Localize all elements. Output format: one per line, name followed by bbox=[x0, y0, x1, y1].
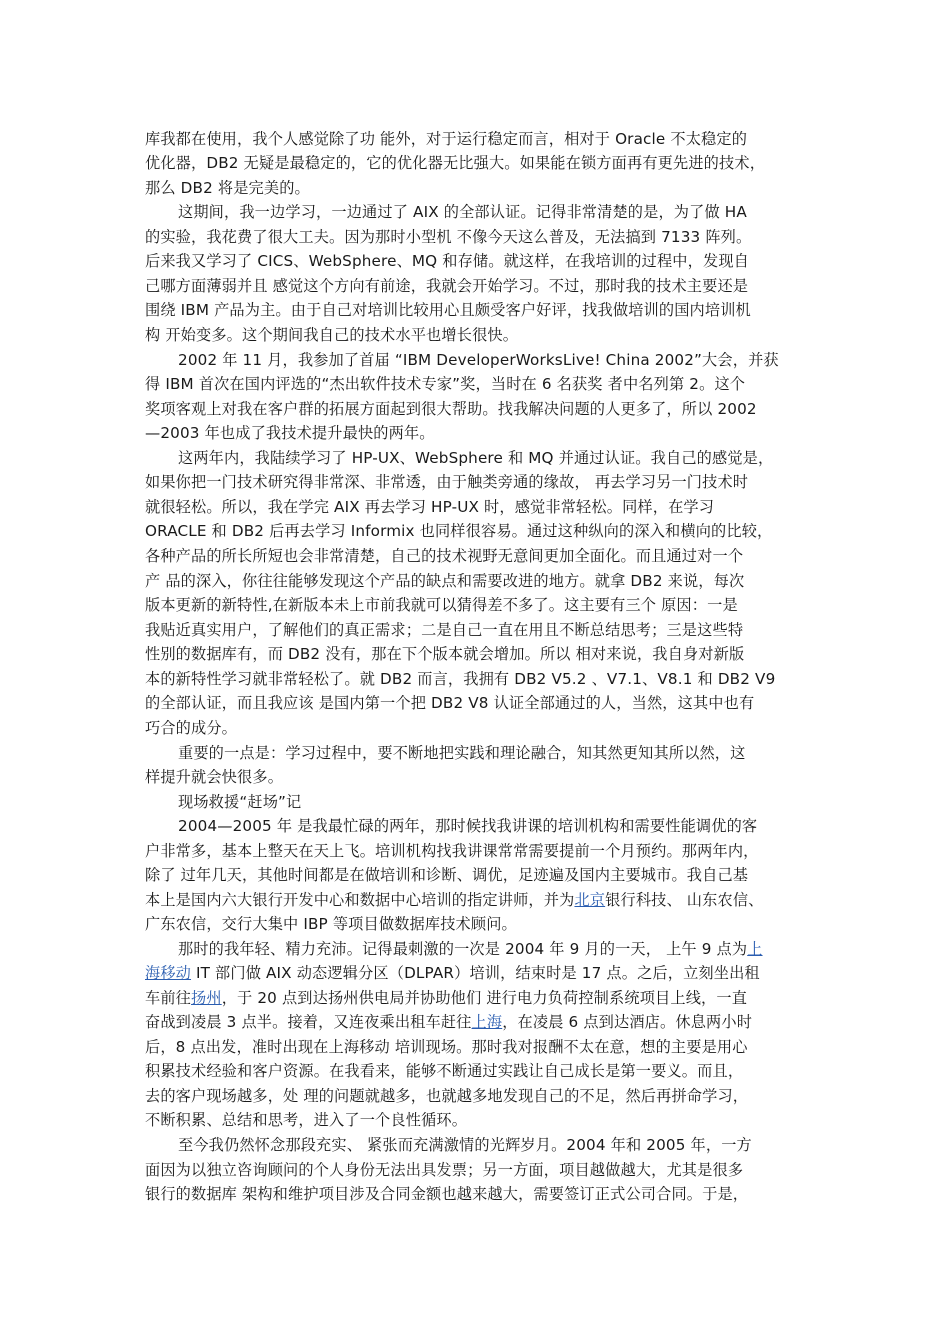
body-text-line bbox=[145, 963, 760, 983]
body-text-line: 那么 DB2 将是完美的。 bbox=[145, 179, 310, 197]
text-segment: 那时的我年轻、精力充沛。记得最刺激的一次是 2004 年 9 月的一天， 上午 9 点为 bbox=[178, 940, 748, 958]
link-yangzhou[interactable]: 扬州 bbox=[191, 989, 222, 1007]
body-text-line: 样提升就会快很多。 bbox=[145, 768, 284, 786]
body-text-line: 围绕 IBM 产品为主。由于自己对培训比较用心且颇受客户好评，找我做培训的国内培训机 bbox=[145, 301, 751, 319]
body-text-line: 不断积累、总结和思考，进入了一个良性循环。 bbox=[145, 1111, 468, 1129]
paragraph-start-line bbox=[178, 939, 763, 959]
body-text-line: 版本更新的新特性,在新版本未上市前我就可以猜得差不多了。这主要有三个 原因：一是 bbox=[145, 596, 738, 614]
text-segment: ，于 20 点到达扬州供电局并协助他们 进行电力负荷控制系统项目上线，一直 bbox=[221, 989, 748, 1007]
body-text-line: 银行的数据库 架构和维护项目涉及合同金额也越来越大，需要签订正式公司合同。于是， bbox=[145, 1185, 749, 1203]
text-segment: IT 部门做 AIX 动态逻辑分区（DLPAR）培训，结束时是 17 点。之后，立刻坐出租 bbox=[191, 964, 760, 982]
link-shanghai[interactable]: 上海 bbox=[471, 1013, 503, 1031]
text-segment: 银行科技、 山东农信、 bbox=[605, 891, 764, 909]
body-text-line: 后来我又学习了 CICS、WebSphere、MQ 和存储。就这样，在我培训的过程中，发现自 bbox=[145, 252, 749, 270]
paragraph-start-line: 这期间，我一边学习，一边通过了 AIX 的全部认证。记得非常清楚的是，为了做 HA bbox=[178, 203, 747, 221]
body-text-line bbox=[145, 890, 764, 910]
body-text-line bbox=[145, 988, 747, 1008]
body-text-line: —2003 年也成了我技术提升最快的两年。 bbox=[145, 424, 435, 442]
text-segment: 奋战到凌晨 3 点半。接着，又连夜乘出租车赶往 bbox=[145, 1013, 472, 1031]
body-text-line: 面因为以独立咨询顾问的个人身份无法出具发票；另一方面，项目越做越大，尤其是很多 bbox=[145, 1161, 744, 1179]
body-text-line: 的实验，我花费了很大工夫。因为那时小型机 不像今天这么普及，无法搞到 7133 阵列。 bbox=[145, 228, 752, 246]
body-text-line: 奖项客观上对我在客户群的拓展方面起到很大帮助。找我解决问题的人更多了，所以 2002 bbox=[145, 400, 757, 418]
body-text-line: 的全部认证，而且我应该 是国内第一个把 DB2 V8 认证全部通过的人，当然，这其中也有 bbox=[145, 694, 755, 712]
body-text-line: 巧合的成分。 bbox=[145, 719, 238, 737]
link-shanghai-mobile-part1[interactable]: 上 bbox=[747, 940, 763, 958]
body-text-line: 得 IBM 首次在国内评选的“杰出软件技术专家”奖，当时在 6 名获奖 者中名列第 2。这个 bbox=[145, 375, 746, 393]
body-text-line: 各种产品的所长所短也会非常清楚，自己的技术视野无意间更加全面化。而且通过对一个 bbox=[145, 547, 744, 565]
text-segment: 车前往 bbox=[145, 989, 192, 1007]
paragraph-start-line: 2004—2005 年 是我最忙碌的两年，那时候找我讲课的培训机构和需要性能调优的客 bbox=[178, 817, 758, 835]
paragraph-start-line: 至今我仍然怀念那段充实、 紧张而充满激情的光辉岁月。2004 年和 2005 年，一方 bbox=[178, 1136, 752, 1154]
body-text-line: 库我都在使用，我个人感觉除了功 能外，对于运行稳定而言，相对于 Oracle 不太稳定的 bbox=[145, 130, 748, 148]
body-text-line: 构 开始变多。这个期间我自己的技术水平也增长很快。 bbox=[145, 326, 519, 344]
paragraph-start-line: 重要的一点是：学习过程中，要不断地把实践和理论融合，知其然更知其所以然，这 bbox=[178, 744, 746, 762]
paragraph-start-line: 这两年内，我陆续学习了 HP-UX、WebSphere 和 MQ 并通过认证。我自己的感觉是， bbox=[178, 449, 774, 467]
text-segment: 本上是国内六大银行开发中心和数据中心培训的指定讲师，并为 bbox=[145, 891, 575, 909]
body-text-line: 户非常多，基本上整天在天上飞。培训机构找我讲课常常需要提前一个月预约。那两年内， bbox=[145, 842, 759, 860]
paragraph-start-line: 2002 年 11 月，我参加了首届 “IBM DeveloperWorksLive! China 2002”大会，并获 bbox=[178, 351, 779, 369]
body-text-line: 优化器，DB2 无疑是最稳定的，它的优化器无比强大。如果能在锁方面再有更先进的技术， bbox=[145, 154, 766, 172]
link-beijing[interactable]: 北京 bbox=[574, 891, 606, 909]
body-text-line: 后，8 点出发，准时出现在上海移动 培训现场。那时我对报酬不太在意，想的主要是用心 bbox=[145, 1038, 748, 1056]
body-text-line: 积累技术经验和客户资源。在我看来，能够不断通过实践让自己成长是第一要义。而且， bbox=[145, 1062, 744, 1080]
body-text-line: 己哪方面薄弱并且 感觉这个方向有前途，我就会开始学习。不过，那时我的技术主要还是 bbox=[145, 277, 749, 295]
body-text-line: 我贴近真实用户，了解他们的真正需求；二是自己一直在用且不断总结思考；三是这些特 bbox=[145, 621, 744, 639]
body-text-line: ORACLE 和 DB2 后再去学习 Informix 也同样很容易。通过这种纵向的深入和横向的比较， bbox=[145, 522, 773, 540]
body-text-line: 广东农信，交行大集中 IBP 等项目做数据库技术顾问。 bbox=[145, 915, 517, 933]
body-text-line: 去的客户现场越多，处 理的问题就越多，也就越多地发现自己的不足，然后再拼命学习， bbox=[145, 1087, 749, 1105]
body-text-line: 性别的数据库有，而 DB2 没有，那在下个版本就会增加。所以 相对来说，我自身对新版 bbox=[145, 645, 745, 663]
body-text-line: 如果你把一门技术研究得非常深、非常透，由于触类旁通的缘故， 再去学习另一门技术时 bbox=[145, 473, 749, 491]
text-segment: ，在凌晨 6 点到达酒店。休息两小时 bbox=[502, 1013, 753, 1031]
section-heading: 现场救援“赶场”记 bbox=[178, 793, 302, 811]
body-text-line bbox=[145, 1012, 752, 1032]
body-text-line: 产 品的深入，你往往能够发现这个产品的缺点和需要改进的地方。就拿 DB2 来说，每次 bbox=[145, 572, 745, 590]
body-text-line: 除了 过年几天，其他时间都是在做培训和诊断、调优，足迹遍及国内主要城市。我自己基 bbox=[145, 866, 749, 884]
link-shanghai-mobile-part2[interactable]: 海移动 bbox=[145, 964, 192, 982]
body-text-line: 就很轻松。所以，我在学完 AIX 再去学习 HP-UX 时，感觉非常轻松。同样，在学习 bbox=[145, 498, 715, 516]
body-text-line: 本的新特性学习就非常轻松了。就 DB2 而言，我拥有 DB2 V5.2 、V7.1、V8.1 和 DB2 V9 bbox=[145, 670, 776, 688]
